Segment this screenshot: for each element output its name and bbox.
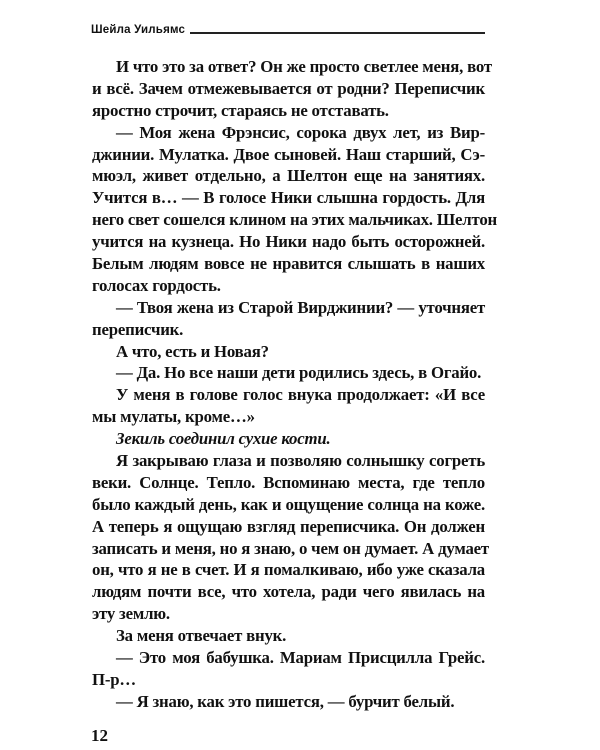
text-line: — Это моя бабушка. Мариам Присцилла Грейс.	[116, 648, 485, 668]
text-line: — Я знаю, как это пишется, — бурчит белый.	[116, 691, 455, 711]
text-line: веки. Солнце. Тепло. Вспоминаю места, где тепло	[92, 472, 485, 492]
text-line: учится на кузнеца. Но Ники надо быть осторожней.	[92, 232, 485, 252]
page-body-text	[92, 56, 497, 713]
page-number: 12	[91, 726, 108, 745]
text-line: мы мулаты, кроме…»	[92, 407, 255, 427]
text-line: и всё. Зачем отмежевывается от родни? Переписчик	[92, 78, 485, 98]
text-line: За меня отвечает внук.	[116, 626, 287, 646]
text-line: он, что я не в счет. И я помалкиваю, ибо уже сказала	[92, 560, 485, 580]
text-line: — Моя жена Фрэнсис, сорока двух лет, из Вир-	[116, 122, 485, 142]
text-line: голосах гордость.	[92, 275, 221, 295]
text-line: А что, есть и Новая?	[116, 341, 269, 361]
running-header	[91, 20, 485, 36]
text-line: него свет сошелся клином на этих мальчиках. Шелтон	[92, 210, 497, 230]
text-line: А теперь я ощущаю взгляд переписчика. Он должен	[92, 516, 485, 536]
text-line: И что это за ответ? Он же просто светлее меня, вот	[116, 57, 492, 76]
header-rule	[190, 32, 485, 34]
text-line: было каждый день, как и ощущение солнца на коже.	[92, 494, 485, 514]
text-line: Я закрываю глаза и позволяю солнышку согреть	[116, 451, 485, 471]
text-line: Белым людям вовсе не нравится слышать в наших	[92, 254, 485, 274]
text-line: джинии. Мулатка. Двое сыновей. Наш старший, Сэ-	[92, 144, 485, 164]
text-line: переписчик.	[92, 319, 184, 339]
text-line-italic: Зекиль соединил сухие кости.	[116, 429, 331, 449]
text-line: — Твоя жена из Старой Вирджинии? — уточняет	[116, 297, 485, 317]
text-line: эту землю.	[92, 604, 170, 624]
text-line: Учится в… — В голосе Ники слышна гордость. Для	[92, 188, 485, 208]
text-line: яростно строчит, стараясь не отставать.	[92, 100, 389, 120]
text-line: — Да. Но все наши дети родились здесь, в Огайо.	[116, 363, 482, 383]
running-header-author: Шейла Уильямс	[91, 24, 186, 36]
text-line: людям почти все, что хотела, ради чего явилась на	[92, 582, 485, 602]
text-line: П-р…	[92, 669, 136, 689]
text-line: мюэл, живет отдельно, а Шелтон еще на занятиях.	[92, 166, 485, 186]
text-line: У меня в голове голос внука продолжает: «И все	[116, 385, 485, 405]
text-line: записать и меня, но я знаю, о чем он думает. А думает	[92, 538, 489, 558]
